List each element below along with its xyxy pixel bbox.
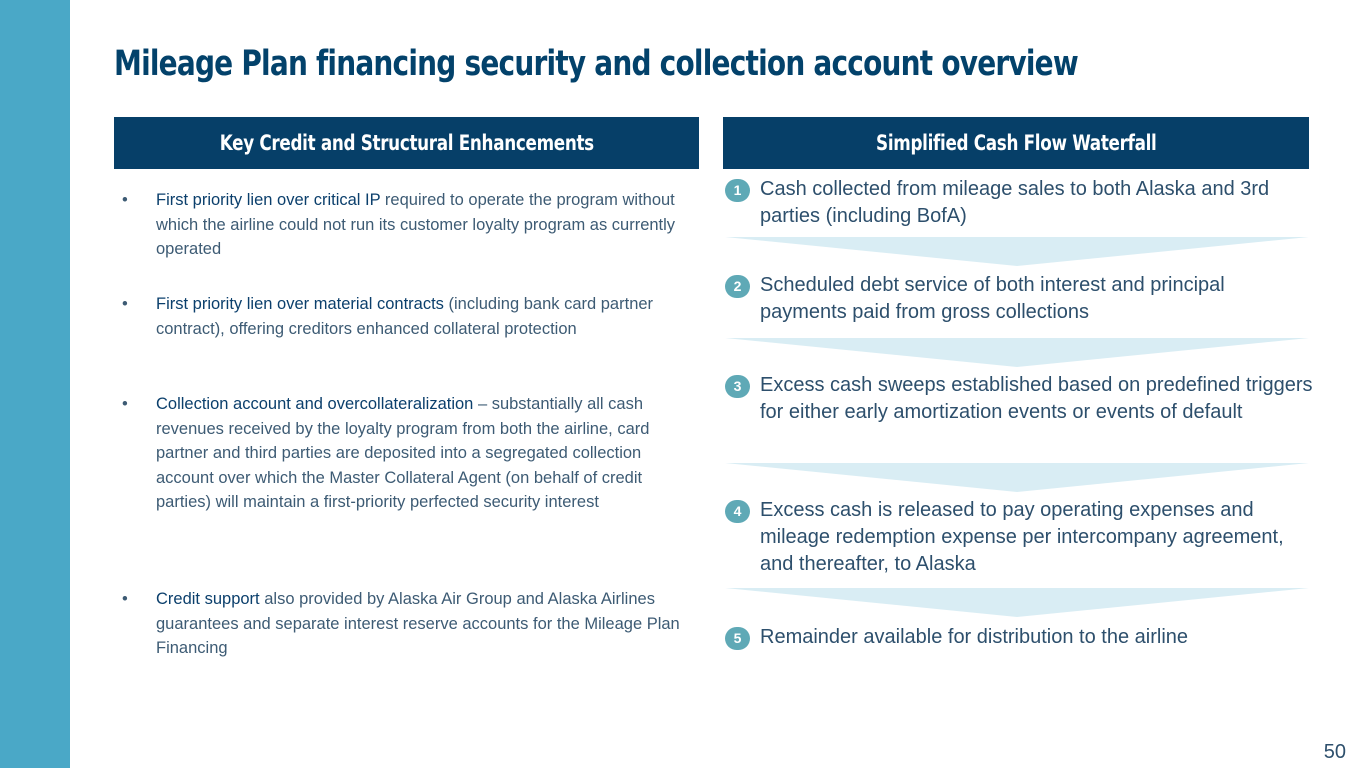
page-number: 50 bbox=[1323, 741, 1346, 763]
bullet-rest: also provided by Alaska Air Group and Alaska Airlines guarantees and separate interest reserve accounts for the Mileage Plan Financing bbox=[156, 590, 680, 657]
bullet-lead: First priority lien over material contracts bbox=[156, 295, 444, 313]
bullet-item-ip-lien bbox=[122, 188, 692, 262]
bullet-item-collection-account bbox=[122, 392, 692, 515]
right-panel-header-label: Simplified Cash Flow Waterfall bbox=[875, 131, 1157, 155]
bullet-dot: • bbox=[122, 295, 128, 313]
bullet-text bbox=[156, 392, 692, 515]
step-number-badge: 2 bbox=[725, 275, 750, 298]
bullet-lead: Credit support bbox=[156, 590, 260, 608]
waterfall-step-1 bbox=[725, 176, 1315, 230]
step-number-badge: 1 bbox=[725, 179, 750, 202]
waterfall-arrow bbox=[725, 463, 1309, 492]
waterfall-step-2 bbox=[725, 272, 1315, 326]
bullet-lead: Collection account and overcollateralization bbox=[156, 395, 474, 413]
step-number-badge: 5 bbox=[725, 627, 750, 650]
step-number-badge: 3 bbox=[725, 375, 750, 398]
waterfall-arrow bbox=[725, 588, 1309, 617]
bullet-dot: • bbox=[122, 191, 128, 209]
step-text: Scheduled debt service of both interest and principal payments paid from gross collections bbox=[760, 274, 1225, 323]
side-accent-bar bbox=[0, 0, 70, 768]
waterfall-step-3 bbox=[725, 372, 1315, 426]
left-panel-header bbox=[114, 117, 699, 169]
bullet-rest: – substantially all cash revenues received by the loyalty program from both the airline, card partner and third parties are deposited into a segregated collection account over which the Master Collateral Agent (on behalf of credit parties) will maintain a first-priority perfected security interest bbox=[156, 395, 650, 511]
waterfall-step-5 bbox=[725, 624, 1315, 651]
bullet-dot: • bbox=[122, 590, 128, 608]
step-number-badge: 4 bbox=[725, 500, 750, 523]
bullet-text bbox=[156, 587, 692, 661]
bullet-dot: • bbox=[122, 395, 128, 413]
bullet-lead: First priority lien over critical IP bbox=[156, 191, 381, 209]
bullet-item-contracts-lien bbox=[122, 292, 692, 341]
bullet-item-credit-support bbox=[122, 587, 692, 661]
bullet-text bbox=[156, 292, 692, 341]
left-panel-header-label: Key Credit and Structural Enhancements bbox=[219, 131, 594, 155]
waterfall-step-4 bbox=[725, 497, 1315, 578]
right-panel-header bbox=[723, 117, 1309, 169]
step-text: Remainder available for distribution to the airline bbox=[760, 626, 1189, 648]
step-text: Cash collected from mileage sales to both Alaska and 3rd parties (including BofA) bbox=[760, 178, 1270, 227]
bullet-rest: (including bank card partner contract), offering creditors enhanced collateral protection bbox=[156, 295, 654, 338]
step-text: Excess cash is released to pay operating expenses and mileage redemption expense per intercompany agreement, and thereafter, to Alaska bbox=[760, 499, 1284, 575]
step-text: Excess cash sweeps established based on predefined triggers for either early amortization events or events of default bbox=[760, 374, 1313, 423]
bullet-rest: required to operate the program without which the airline could not run its customer loyalty program as currently operated bbox=[156, 191, 676, 258]
bullet-text bbox=[156, 188, 692, 262]
waterfall-arrow bbox=[725, 237, 1309, 266]
page-title: Mileage Plan financing security and collection account overview bbox=[114, 44, 1078, 84]
waterfall-arrow bbox=[725, 338, 1309, 367]
